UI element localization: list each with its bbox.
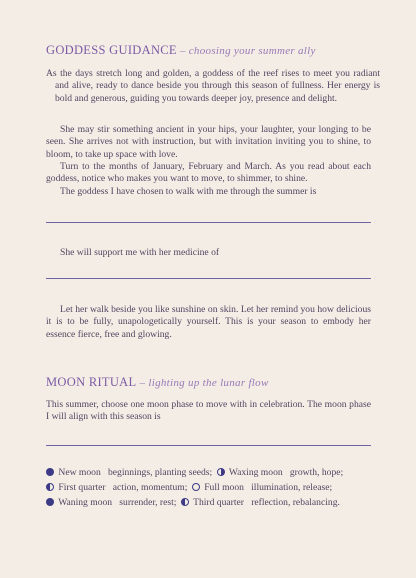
- goddess-intro-paragraph: As the days stretch long and golden, a goddess of the reef rises to meet you radiant and alive, ready to dance beside you through this season of fullness. Her energy is bold and generous, guiding you towards deeper joy, presence and delight.: [46, 68, 380, 104]
- moon-ritual-heading: [46, 375, 269, 390]
- moon-phase-meaning: illumination, release;: [251, 482, 333, 493]
- moon-phase-meaning: action, momentum;: [112, 482, 188, 493]
- moon-phase-meaning: reflection, rebalancing.: [251, 497, 340, 508]
- moon-phase-row-3: [46, 497, 376, 508]
- moon-phase-label: Waning moon: [58, 497, 113, 508]
- goddess-title: GODDESS GUIDANCE: [46, 43, 177, 57]
- moon-phase-meaning: surrender, rest;: [119, 497, 177, 508]
- new-moon-icon: [46, 468, 54, 476]
- medicine-answer-line[interactable]: [46, 278, 371, 279]
- first-quarter-moon-icon: [46, 483, 54, 491]
- moon-phase-label: New moon: [58, 467, 101, 478]
- third-quarter-moon-icon: [181, 498, 189, 506]
- goddess-chosen-prompt: The goddess I have chosen to walk with me through the summer is: [60, 186, 317, 197]
- moon-phase-label: Third quarter: [193, 497, 244, 508]
- moon-title: MOON RITUAL: [46, 375, 137, 389]
- waning-moon-icon: [46, 498, 54, 506]
- goddess-months-paragraph: Turn to the months of January, February and March. As you read about each goddess, notice who makes you want to move, to shimmer, to shine.: [46, 161, 371, 185]
- moon-phase-label: Waxing moon: [228, 467, 283, 478]
- moon-phase-meaning: beginnings, planting seeds;: [107, 467, 213, 478]
- goddess-subtitle: – choosing your summer ally: [176, 45, 316, 57]
- moon-phase-label: Full moon: [204, 482, 244, 493]
- moon-phase-prompt: This summer, choose one moon phase to move with in celebration. The moon phase I will align with this season is: [46, 399, 371, 423]
- goddess-invitation-paragraph: She may stir something ancient in your hips, your laughter, your longing to be seen. She arrives not with instruction, but with invitation inviting you to shine, to bloom, to take up space with love.: [46, 124, 371, 160]
- moon-phase-meaning: growth, hope;: [289, 467, 344, 478]
- goddess-closing-paragraph: Let her walk beside you like sunshine on skin. Let her remind you how delicious it is to be fully, unapologetically yourself. This is your season to embody her essence fierce, free and glowing.: [46, 304, 371, 340]
- medicine-prompt: She will support me with her medicine of: [60, 247, 220, 258]
- moon-phase-row-1: [46, 467, 376, 478]
- goddess-guidance-heading: [46, 43, 316, 58]
- moon-phase-row-2: [46, 482, 376, 493]
- moon-phase-label: First quarter: [58, 482, 106, 493]
- moon-answer-line[interactable]: [46, 445, 371, 446]
- moon-subtitle: – lighting up the lunar flow: [136, 377, 269, 389]
- waxing-moon-icon: [217, 468, 225, 476]
- goddess-answer-line[interactable]: [46, 222, 371, 223]
- full-moon-icon: [192, 483, 200, 491]
